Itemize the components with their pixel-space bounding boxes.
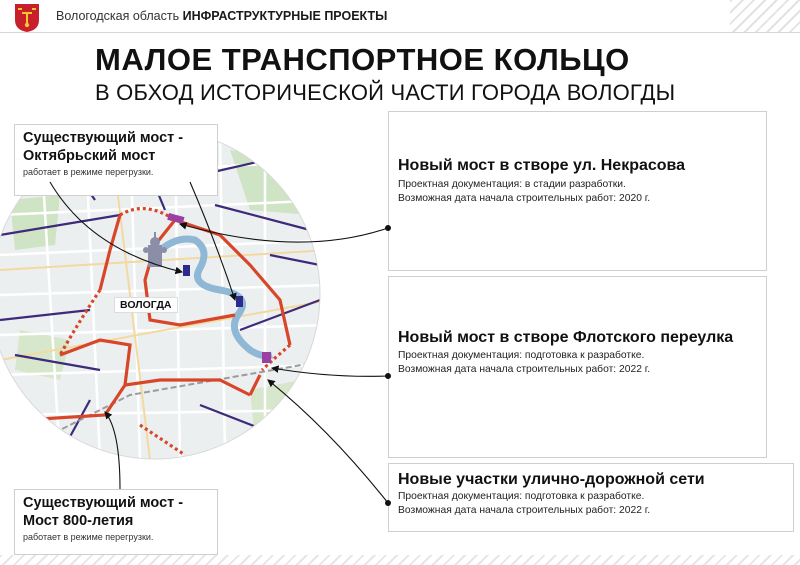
header-bar xyxy=(0,0,800,33)
project-title: Новые участки улично-дорожной сети xyxy=(398,471,705,488)
callout-heading-line2: Мост 800-летия xyxy=(23,513,134,529)
header-region: Вологодская область xyxy=(56,9,180,23)
project-title: Новый мост в створе Флотского переулка xyxy=(398,329,734,346)
callout-heading-line1: Существующий мост - xyxy=(23,130,184,146)
callout-heading-line2: Октябрьский мост xyxy=(23,148,156,164)
callout-800-bridge xyxy=(14,489,218,555)
footer-hatch-decoration xyxy=(0,555,800,565)
page-title: МАЛОЕ ТРАНСПОРТНОЕ КОЛЬЦО xyxy=(95,42,630,77)
project-start-date: Возможная дата начала строительных работ: 2020 г. xyxy=(398,193,651,204)
callout-oktyabrsky-bridge xyxy=(14,124,218,196)
header-section: ИНФРАСТРУКТУРНЫЕ ПРОЕКТЫ xyxy=(182,9,388,23)
project-title: Новый мост в створе ул. Некрасова xyxy=(398,157,686,174)
coat-of-arms-icon xyxy=(14,3,40,33)
project-start-date: Возможная дата начала строительных работ: 2022 г. xyxy=(398,505,651,516)
header-hatch-decoration xyxy=(730,0,800,32)
map-city-label: ВОЛОГДА xyxy=(114,297,178,313)
project-start-date: Возможная дата начала строительных работ: 2022 г. xyxy=(398,364,651,375)
page-subtitle: В ОБХОД ИСТОРИЧЕСКОЙ ЧАСТИ ГОРОДА ВОЛОГДЫ xyxy=(95,80,676,105)
header-title xyxy=(56,9,387,23)
callout-note: работает в режиме перегрузки. xyxy=(23,532,154,542)
project-doc-status: Проектная документация: в стадии разработки. xyxy=(398,179,626,190)
callout-heading-line1: Существующий мост - xyxy=(23,495,184,511)
callout-note: работает в режиме перегрузки. xyxy=(23,167,154,177)
project-box-nekrasova xyxy=(388,111,767,271)
project-box-roads xyxy=(388,463,794,532)
project-doc-status: Проектная документация: подготовка к разработке. xyxy=(398,350,645,361)
project-box-flotsky xyxy=(388,276,767,458)
project-doc-status: Проектная документация: подготовка к разработке. xyxy=(398,491,645,502)
